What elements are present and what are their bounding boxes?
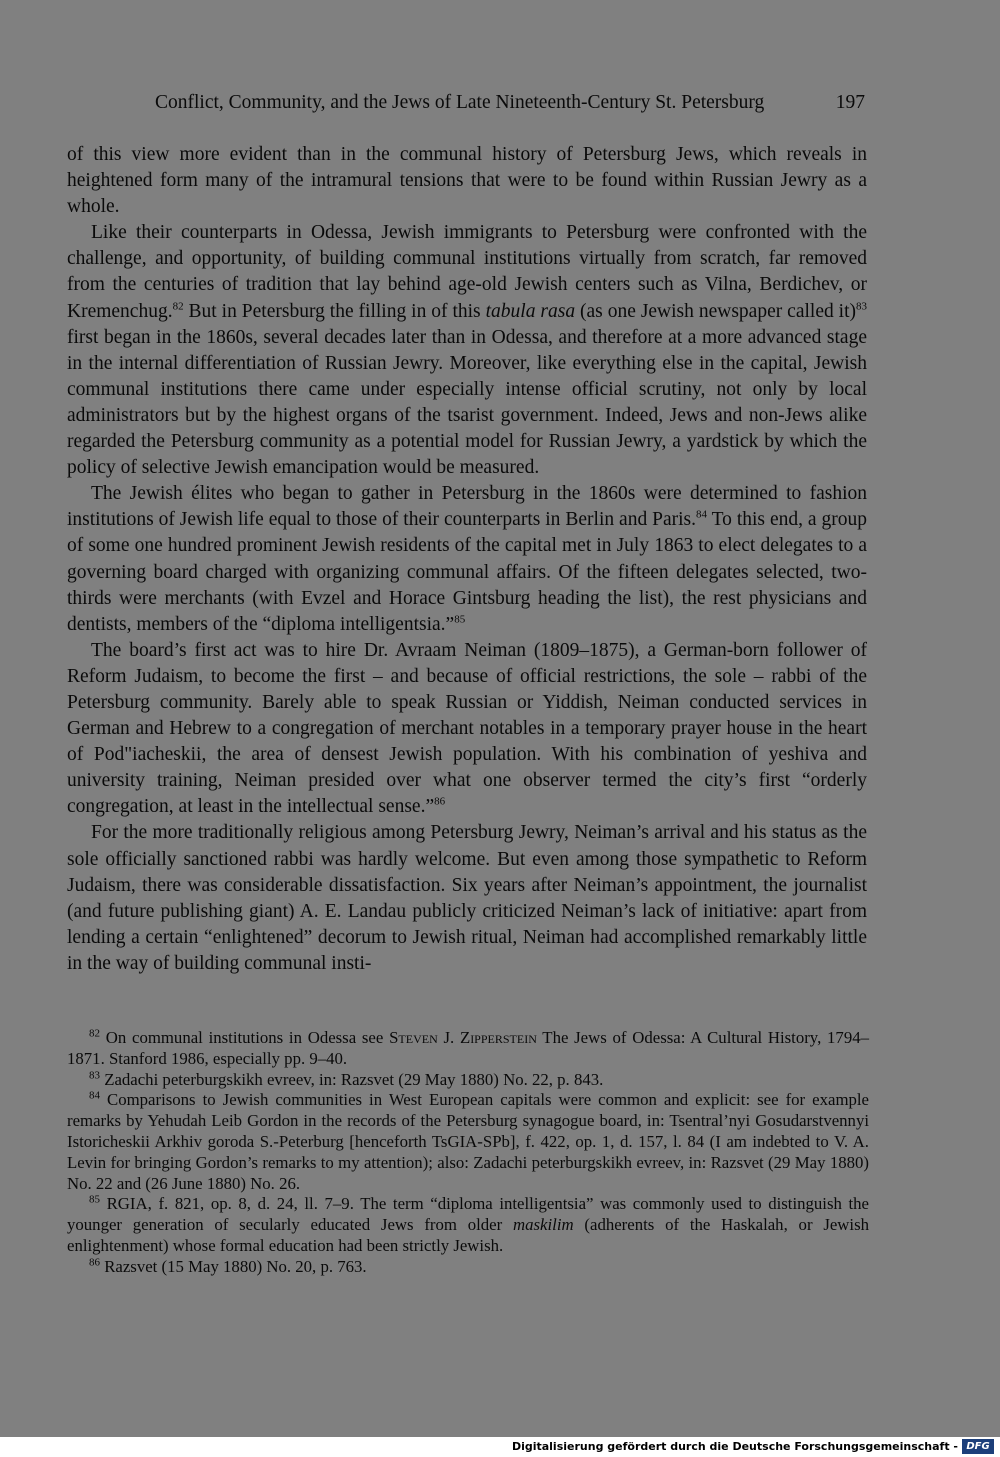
funding-notice: Digitalisierung gefördert durch die Deutsche Forschungsgemeinschaft -: [511, 1440, 958, 1453]
paragraph-4: [67, 638, 867, 821]
paragraph-2-text-b: But in Petersburg the filling in of this: [183, 300, 486, 322]
footnotes: [67, 1028, 869, 1278]
footnote-number: 84: [89, 1089, 100, 1102]
footnote-ref-84[interactable]: 84: [696, 508, 708, 521]
paragraph-2-text-d: first began in the 1860s, several decades later than in Odessa, and therefore at a more advanced stage in the internal differentiation of Russian Jewry. Moreover, like everything else in the capital, Jewish communal institutions there came under especially intense official scrutiny, not only by local administrators but by the highest organs of the tsarist government. Indeed, Jews and non-Jews alike regarded the Petersburg community as a potential model for Russian Jewry, a yardstick by which the policy of selective Jewish emancipation would be measured.: [67, 326, 867, 479]
footnote-text: The Jews of Odessa: A Cultural History, 1794–1871. Stanford 1986, especially pp. 9–40.: [67, 1028, 869, 1068]
page-number: 197: [835, 92, 865, 113]
footnote-ref-85[interactable]: 85: [454, 613, 466, 626]
footnote-text: On communal institutions in Odessa see: [100, 1028, 390, 1047]
footnote-ref-83[interactable]: 83: [856, 300, 868, 313]
footnote-author: Steven J. Zipperstein: [389, 1028, 537, 1047]
footnote-ref-82[interactable]: 82: [172, 300, 184, 313]
italic-term: maskilim: [513, 1215, 574, 1235]
footnote-number: 82: [89, 1027, 100, 1040]
paragraph-3-text-b: To this end, a group of some one hundred prominent Jewish residents of the capital met in July 1863 to elect delegates to a governing board charged with organizing communal affairs. Of the fifteen delegates selected, two-thirds were merchants (with Evzel and Horace Gintsburg heading the list), the rest physicians and dentists, members of the “diploma intelligentsia.”: [67, 509, 867, 635]
paragraph-2-text-c: (as one Jewish newspaper called it): [575, 300, 857, 322]
footnote-ref-86[interactable]: 86: [434, 795, 446, 808]
footnote-text: Razsvet (15 May 1880) No. 20, p. 763.: [100, 1256, 367, 1276]
main-text: [67, 142, 867, 977]
paragraph-4-text: The board’s first act was to hire Dr. Avraam Neiman (1809–1875), a German-born follower of Reform Judaism, to become the first – and because of official restrictions, the sole – rabbi of the Petersburg community. Barely able to speak Russian or Yiddish, Neiman conducted services in German and Hebrew to a congregation of merchant notables in a temporary prayer house in the heart of Pod"iacheskii, the area of densest Jewish population. With his combination of yeshiva and university training, Neiman presided over what one observer termed the city’s first “orderly congregation, at least in the intellectual sense.”: [67, 639, 867, 818]
footnote-text: (adherents of the Haskalah, or Jewish enlightenment) whose formal education had been strictly Jewish.: [67, 1215, 869, 1255]
paragraph-1-text: of this view more evident than in the communal history of Petersburg Jews, which reveals in heightened form many of the intramural tensions that were to be found within Russian Jewry as a whole.: [67, 144, 867, 218]
footnote-number: 86: [89, 1256, 100, 1269]
running-title: Conflict, Community, and the Jews of Late Nineteenth-Century St. Petersburg: [155, 92, 765, 113]
paragraph-5: [67, 820, 867, 977]
footnote-number: 83: [89, 1069, 100, 1081]
dfg-logo[interactable]: DFG: [962, 1439, 994, 1454]
paragraph-2: [67, 220, 867, 481]
footnote-83: [67, 1070, 869, 1091]
paragraph-2-text-a: Like their counterparts in Odessa, Jewish immigrants to Petersburg were confronted with the challenge, and opportunity, of building communal institutions virtually from scratch, far removed from the centuries of tradition that lay behind age-old Jewish centers such as Vilna, Berdichev, or Kremenchug.: [67, 222, 867, 322]
footnote-82: [67, 1028, 869, 1070]
paragraph-1: [67, 142, 867, 220]
paragraph-3: [67, 481, 867, 638]
footnote-86: [67, 1257, 869, 1278]
footnote-text: Comparisons to Jewish communities in West European capitals were common and explicit: see for example remarks by Yehudah Leib Gordon in the records of the Petersburg synagogue board, in: Tsentral’nyi Gosudarstvennyi Istoricheskii Arkhiv goroda S.-Peterburg [henceforth TsGIA-SPb], f. 422, op. 1, d. 157, l. 84 (I am indebted to V. A. Levin for bringing Gordon’s remarks to my attention); also: Zadachi peterburgskikh evreev, in: Razsvet (29 May 1880) No. 22 and (26 June 1880) No. 26.: [67, 1090, 869, 1193]
footnote-text: RGIA, f. 821, op. 8, d. 24, ll. 7–9. The term “diploma intelligentsia” was commonly used to distinguish the younger generation of secularly educated Jews from older: [67, 1194, 869, 1235]
digitization-footer: [0, 1437, 1000, 1457]
paragraph-3-text-a: The Jewish élites who began to gather in Petersburg in the 1860s were determined to fashion institutions of Jewish life equal to those of their counterparts in Berlin and Paris.: [67, 483, 867, 531]
italic-term: tabula rasa: [485, 300, 576, 322]
paragraph-5-text: For the more traditionally religious among Petersburg Jewry, Neiman’s arrival and his status as the sole officially sanctioned rabbi was hardly welcome. But even among those sympathetic to Reform Judaism, there was considerable dissatisfaction. Six years after Neiman’s appointment, the journalist (and future publishing giant) A. E. Landau publicly criticized Neiman’s lack of initiative: apart from lending a certain “enlightened” decorum to Jewish ritual, Neiman had accomplished remarkably little in the way of building communal insti-: [67, 822, 867, 974]
footnote-84: [67, 1090, 869, 1194]
footnote-85: [67, 1194, 869, 1256]
footnote-text: Zadachi peterburgskikh evreev, in: Razsvet (29 May 1880) No. 22, p. 843.: [100, 1069, 604, 1089]
footnote-number: 85: [89, 1193, 100, 1206]
